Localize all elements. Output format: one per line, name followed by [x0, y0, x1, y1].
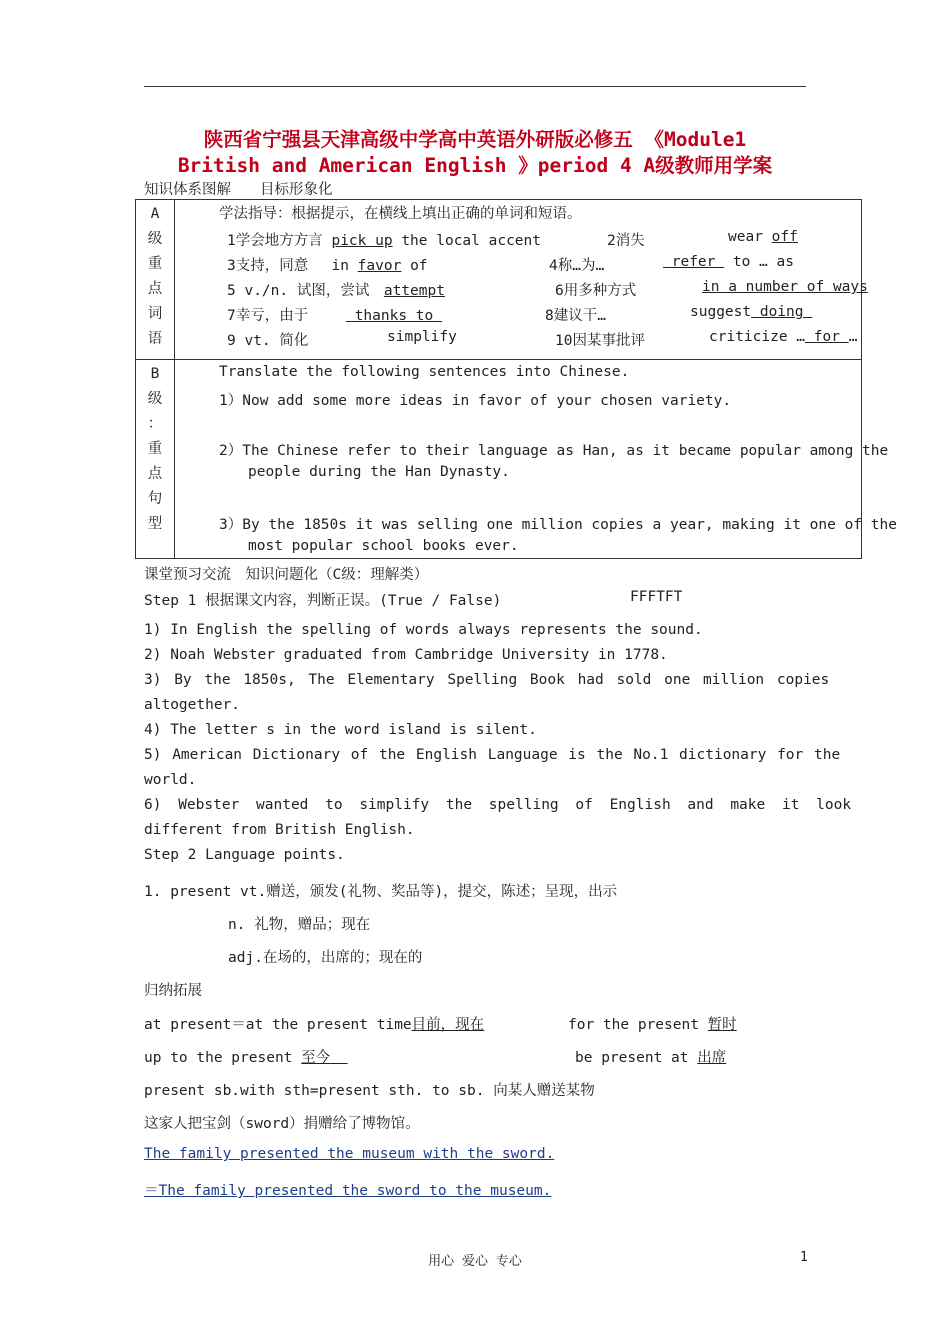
knowledge-table [135, 199, 897, 559]
tf-item-3: 3) By the 1850s, The Elementary Spelling Book had sold one million copies [144, 672, 830, 688]
tf-item-5-cont: world. [144, 772, 197, 788]
b-intro: Translate the following sentences into Chinese. [219, 364, 630, 380]
vocab-row-3: 5 v./n. 试图，尝试 attempt [227, 283, 445, 299]
example-english-1: The family presented the museum with the sword. [144, 1146, 555, 1162]
vocab-row-5-answer-2: criticize … for … [709, 329, 858, 345]
vocab-row-2: 3支持，同意 in favor of [227, 258, 428, 274]
step1-label: Step 1 根据课文内容，判断正误。(True / False) [144, 593, 502, 609]
phrase-2: for the present 暂时 [568, 1017, 737, 1033]
tf-item-4: 4) The letter s in the word island is silent. [144, 722, 537, 738]
b-sentence-1: 1）Now add some more ideas in favor of your chosen variety. [219, 393, 732, 409]
b-sentence-2a: 2）The Chinese refer to their language as Han, as it became popular among the [219, 443, 889, 459]
vocab-row-2-prompt-2: 4称…为… [549, 258, 605, 274]
vocab-row-5-prompt-2: 10因某事批评 [555, 333, 645, 349]
present-noun: n. 礼物，赠品；现在 [228, 917, 371, 933]
phrase-5: present sb.with sth=present sth. to sb. 向某人赠送某物 [144, 1083, 595, 1099]
vocab-row-3-answer-2: in a number of ways [702, 279, 868, 295]
tf-item-6-cont: different from British English. [144, 822, 415, 838]
summary-heading: 归纳拓展 [144, 983, 202, 999]
section2-heading: 课堂预习交流 知识问题化（C级：理解类） [144, 567, 429, 583]
vocab-row-5-answer: simplify [387, 329, 457, 345]
step2-label: Step 2 Language points. [144, 847, 345, 863]
tf-item-2: 2) Noah Webster graduated from Cambridge University in 1778. [144, 647, 668, 663]
phrase-1: at present＝at the present time目前，现在 [144, 1017, 485, 1033]
b-level-sentence-cell [175, 360, 897, 559]
page-number: 1 [800, 1250, 808, 1265]
vocab-row-5-prompt: 9 vt. 简化 [227, 333, 309, 349]
doc-title-line2: British and American English 》period 4 A级教师用学案 [177, 154, 773, 177]
footer-motto: 用心 爱心 专心 [428, 1254, 522, 1269]
header-rule [144, 86, 806, 87]
a-guide: 学法指导：根据提示，在横线上填出正确的单词和短语。 [219, 206, 582, 222]
a-level-side-label: A 级 重 点 词 语 [136, 200, 175, 360]
vocab-row-4-prompt-2: 8建议干… [545, 308, 606, 324]
doc-title-line1: 陕西省宁强县天津高级中学高中英语外研版必修五 《Module1 [203, 128, 747, 151]
vocab-row-4-answer-2: suggest doing [690, 304, 804, 320]
tf-item-3-cont: altogether. [144, 697, 241, 713]
phrase-3: up to the present 至今 [144, 1050, 331, 1066]
present-adj: adj.在场的，出席的；现在的 [228, 950, 423, 966]
example-english-2: ＝The family presented the sword to the museum. [144, 1183, 552, 1199]
vocab-row-4: 7幸亏，由于 thanks to [227, 308, 434, 324]
vocab-row-2-answer-2: refer to … as [671, 254, 794, 270]
b-level-side-label: B 级 ： 重 点 句 型 [136, 360, 175, 559]
vocab-row-1-prompt-2: 2消失 [607, 233, 645, 249]
step1-answer: FFFTFT [630, 589, 683, 605]
tf-item-1: 1) In English the spelling of words always represents the sound. [144, 622, 703, 638]
example-chinese: 这家人把宝剑（sword）捐赠给了博物馆。 [144, 1116, 420, 1132]
b-sentence-3b: most popular school books ever. [248, 538, 519, 554]
vocab-row-3-prompt-2: 6用多种方式 [555, 283, 637, 299]
vocab-row-1: 1学会地方方言 pick up the local accent [227, 233, 541, 249]
vocab-row-1-answer-2: wear off [728, 229, 798, 245]
section1-heading: 知识体系图解 目标形象化 [144, 182, 333, 198]
tf-item-6: 6) Webster wanted to simplify the spelling of English and make it look [144, 797, 852, 813]
phrase-4: be present at 出席 [575, 1050, 727, 1066]
b-sentence-2b: people during the Han Dynasty. [248, 464, 510, 480]
a-level-vocab-cell [175, 200, 868, 360]
b-sentence-3a: 3）By the 1850s it was selling one million copies a year, making it one of the [219, 517, 897, 533]
tf-item-5: 5) American Dictionary of the English Language is the No.1 dictionary for the [144, 747, 841, 763]
present-head: 1. present vt.赠送，颁发(礼物、奖品等)，提交，陈述；呈现，出示 [144, 884, 618, 900]
